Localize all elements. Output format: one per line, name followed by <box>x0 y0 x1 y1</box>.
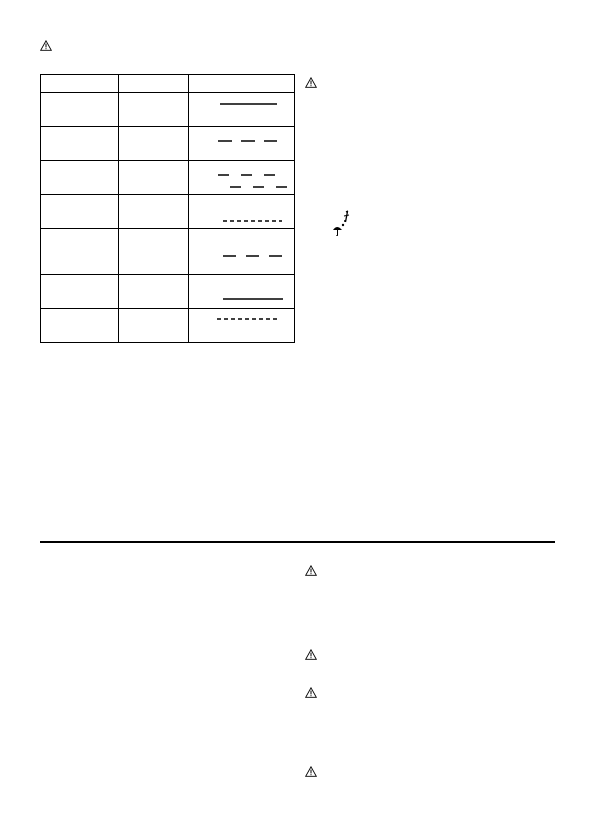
section-divider <box>40 541 555 543</box>
table-cell <box>119 229 189 275</box>
line-pattern-cell <box>189 161 295 195</box>
umbrella-rain-icon <box>332 210 356 236</box>
table-cell <box>41 275 119 309</box>
table-header-row <box>41 75 295 93</box>
line-pattern-cell <box>189 127 295 161</box>
line-pattern-table <box>40 74 295 343</box>
warning-triangle-icon <box>305 565 317 576</box>
warning-triangle-icon <box>305 649 317 660</box>
warning-triangle-icon <box>305 77 317 88</box>
long-dash-line-icon <box>189 229 294 275</box>
line-pattern-cell <box>189 309 295 343</box>
table-cell <box>119 127 189 161</box>
table-row <box>41 229 295 275</box>
table-cell <box>119 93 189 127</box>
line-pattern-cell <box>189 195 295 229</box>
table-cell <box>119 195 189 229</box>
table-row <box>41 93 295 127</box>
table-header <box>41 75 119 93</box>
warning-triangle-icon <box>305 766 317 777</box>
table-row <box>41 275 295 309</box>
line-pattern-cell <box>189 229 295 275</box>
table-cell <box>41 93 119 127</box>
table-cell <box>119 309 189 343</box>
line-pattern-cell <box>189 93 295 127</box>
table-cell <box>41 161 119 195</box>
warning-triangle-icon <box>40 40 52 51</box>
table-row <box>41 127 295 161</box>
table-cell <box>119 161 189 195</box>
table-cell <box>41 229 119 275</box>
double-offset-dash-line-icon <box>189 161 294 195</box>
long-dash-line-icon <box>189 127 294 161</box>
short-dash-line-icon <box>189 195 294 229</box>
warning-triangle-icon <box>305 687 317 698</box>
table-cell <box>41 127 119 161</box>
table-cell <box>41 195 119 229</box>
table-cell <box>41 309 119 343</box>
table-header <box>119 75 189 93</box>
line-pattern-cell <box>189 275 295 309</box>
table-header <box>189 75 295 93</box>
table-row <box>41 195 295 229</box>
solid-line-icon <box>189 93 294 127</box>
table-cell <box>119 275 189 309</box>
table-row <box>41 161 295 195</box>
solid-line-icon <box>189 275 294 309</box>
short-dash-line-icon <box>189 309 294 343</box>
table-row <box>41 309 295 343</box>
